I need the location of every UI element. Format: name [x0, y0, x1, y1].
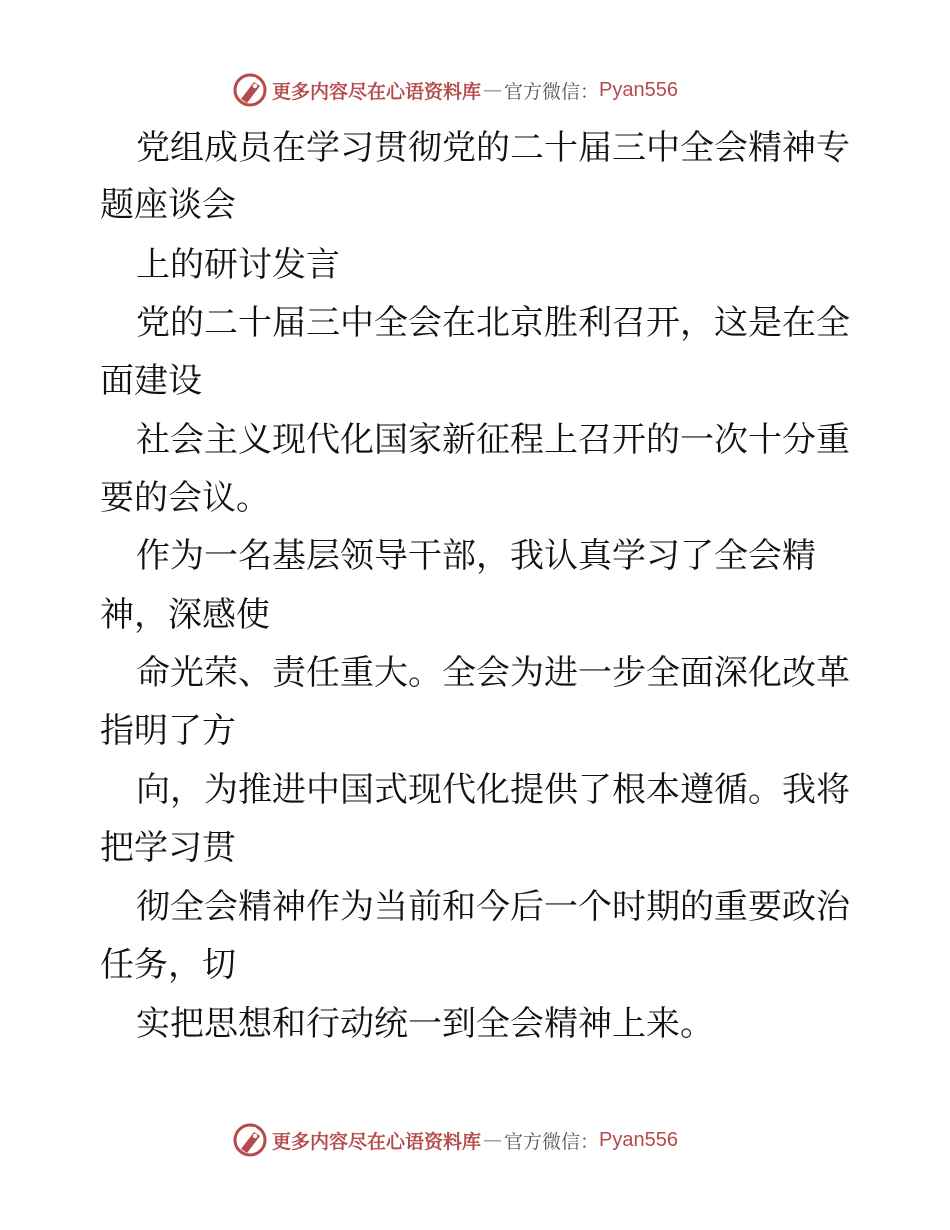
document-line: 面建设	[100, 361, 202, 401]
document-line: 党组成员在学习贯彻党的二十届三中全会精神专	[136, 128, 850, 168]
document-line: 社会主义现代化国家新征程上召开的一次十分重	[136, 420, 850, 460]
banner-wechat-label: 官方微信：	[504, 80, 600, 103]
banner-wechat-id: Pyan556	[599, 1128, 678, 1151]
banner-wechat-label: 官方微信：	[504, 1130, 600, 1153]
document-line: 实把思想和行动统一到全会精神上来。	[136, 1004, 714, 1044]
document-line: 上的研讨发言	[136, 245, 340, 285]
banner-separator: —	[483, 1129, 503, 1151]
document-line: 题座谈会	[100, 185, 236, 225]
banner-wechat-id: Pyan556	[599, 78, 678, 101]
document-line: 要的会议。	[100, 478, 270, 518]
banner-brand-text: 更多内容尽在心语资料库	[272, 80, 482, 103]
document-line: 指明了方	[100, 711, 236, 751]
pen-nib-logo-icon	[232, 1122, 268, 1158]
banner-brand-text: 更多内容尽在心语资料库	[272, 1130, 482, 1153]
footer-banner	[232, 1120, 678, 1160]
document-line: 把学习贯	[100, 828, 236, 868]
document-line: 命光荣、责任重大。全会为进一步全面深化改革	[136, 653, 850, 693]
document-line: 神，深感使	[100, 595, 270, 635]
banner-separator: —	[483, 79, 503, 101]
document-line: 彻全会精神作为当前和今后一个时期的重要政治	[136, 887, 850, 927]
document-line: 任务，切	[100, 945, 236, 985]
pen-nib-logo-icon	[232, 72, 268, 108]
document-line: 向，为推进中国式现代化提供了根本遵循。我将	[136, 770, 850, 810]
header-banner	[232, 70, 678, 110]
document-line: 作为一名基层领导干部，我认真学习了全会精	[136, 536, 816, 576]
document-line: 党的二十届三中全会在北京胜利召开，这是在全	[136, 303, 850, 343]
